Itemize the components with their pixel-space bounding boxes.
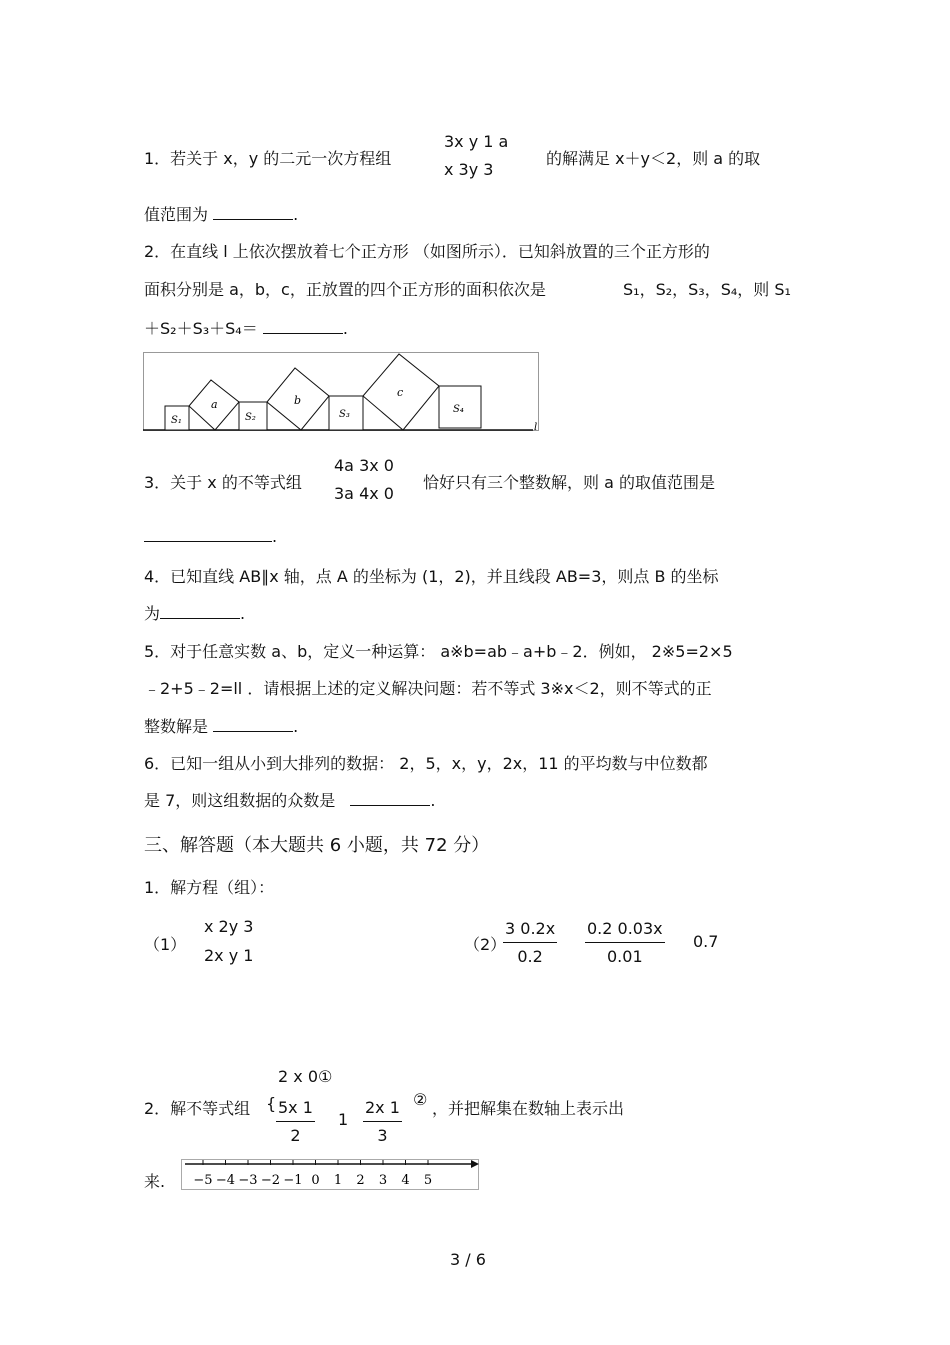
p2-frac-b-den: 3 xyxy=(377,1126,388,1145)
p2-frac-b-num: 2x 1 xyxy=(365,1098,400,1117)
tick-label: −2 xyxy=(260,1173,281,1188)
q1-eq2: x 3y 3 xyxy=(444,160,494,179)
p2-suffix: ，并把解集在数轴上表示出 xyxy=(432,1099,625,1118)
section3-heading: 三、解答题（本大题共 6 小题，共 72 分） xyxy=(144,835,490,856)
number-line-arrow xyxy=(471,1160,479,1168)
label-a: a xyxy=(211,398,218,411)
tick-label: 3 xyxy=(378,1173,388,1188)
q2-line1: 2．在直线 l 上依次摆放着七个正方形 （如图所示）．已知斜放置的三个正方形的 xyxy=(144,242,710,261)
q2-line3 xyxy=(144,316,348,339)
q2-line3-text: ＋S₂＋S₃＋S₄＝ xyxy=(144,319,258,338)
p1-sub2-frac1-bar xyxy=(503,942,557,943)
label-s3: S₃ xyxy=(339,409,350,420)
p2-ineq1: 2 x 0① xyxy=(278,1067,333,1086)
q5-line2: ﹣2+5﹣2=ll ．请根据上述的定义解决问题：若不等式 3※x＜2，则不等式的正 xyxy=(144,679,712,698)
p2-circ2: ② xyxy=(413,1090,428,1109)
q3-eq1: 4a 3x 0 xyxy=(334,456,394,475)
tick-label: −5 xyxy=(193,1173,213,1188)
tick-label: 0 xyxy=(311,1173,320,1188)
tick-label: −1 xyxy=(283,1173,303,1188)
p1-sub2-label: （2） xyxy=(464,935,507,954)
q6-line1: 6．已知一组从小到大排列的数据： 2，5，x，y，2x，11 的平均数与中位数都 xyxy=(144,754,708,773)
p2-frac-b-bar xyxy=(363,1121,402,1122)
q2-answer-blank[interactable] xyxy=(263,319,343,334)
p2-frac-a-den: 2 xyxy=(290,1126,301,1145)
q3-end: . xyxy=(272,527,278,546)
q6-line2-text: 是 7，则这组数据的众数是 xyxy=(144,791,336,810)
q1-eq1: 3x y 1 a xyxy=(444,132,509,151)
p2-line2: 来. xyxy=(144,1172,166,1191)
p2-frac-a xyxy=(276,1098,315,1145)
q3-answer-blank[interactable] xyxy=(144,527,272,542)
tick-label: 1 xyxy=(333,1173,343,1188)
q5-answer-blank[interactable] xyxy=(213,717,293,732)
q4-line2-text: 为 xyxy=(144,604,161,623)
q3-eq2: 3a 4x 0 xyxy=(334,484,394,503)
q6-answer-blank[interactable] xyxy=(350,791,430,806)
label-c: c xyxy=(397,386,404,399)
p2-frac-a-num: 5x 1 xyxy=(278,1098,313,1117)
label-s4: S₄ xyxy=(453,404,464,415)
q4-end: . xyxy=(240,604,246,623)
q2-end: . xyxy=(342,319,348,338)
number-line xyxy=(181,1159,481,1191)
tick-label: 4 xyxy=(401,1173,410,1188)
label-b: b xyxy=(294,394,302,407)
q2-line2b: S₁，S₂，S₃，S₄，则 S₁ xyxy=(623,280,791,299)
q5-line3 xyxy=(144,714,298,737)
q5-line1: 5．对于任意实数 a、b，定义一种运算： a※b=ab﹣a+b﹣2．例如， 2※5=2×5 xyxy=(144,642,733,661)
page-number: 3 / 6 xyxy=(450,1250,486,1269)
q4-line2 xyxy=(144,601,245,624)
q1-answer-blank[interactable] xyxy=(213,205,293,220)
q6-end: . xyxy=(430,791,436,810)
q3-line2 xyxy=(144,527,277,546)
q4-line1: 4．已知直线 AB∥x 轴，点 A 的坐标为 (1，2)，并且线段 AB=3，则点 B 的坐标 xyxy=(144,567,719,586)
tick-label: −4 xyxy=(215,1173,236,1188)
q5-end: . xyxy=(293,717,299,736)
label-s2: S₂ xyxy=(245,412,256,423)
p1-sub2-frac2-num: 0.2 0.03x xyxy=(587,919,663,938)
squares-figure xyxy=(143,352,543,434)
tick-label: −3 xyxy=(238,1173,258,1188)
p1-sub2-frac2 xyxy=(585,919,665,966)
q5-line3-text: 整数解是 xyxy=(144,717,209,736)
p1-sub1-eq1: x 2y 3 xyxy=(204,917,254,936)
p1-sub1-eq2: 2x y 1 xyxy=(204,946,254,965)
label-s1: S₁ xyxy=(171,415,182,426)
q6-line2 xyxy=(144,788,435,811)
q1-line2 xyxy=(144,202,298,225)
p1-sub2-frac2-den: 0.01 xyxy=(607,947,643,966)
p2-frac-b xyxy=(363,1098,402,1145)
tick-label: 2 xyxy=(356,1173,365,1188)
q1-line2-text: 值范围为 xyxy=(144,205,209,224)
p1-sub2-frac1-num: 3 0.2x xyxy=(505,919,556,938)
p1-title: 1．解方程（组）： xyxy=(144,878,275,897)
p1-sub2-rhs: 0.7 xyxy=(693,932,719,951)
p1-sub2-frac2-bar xyxy=(585,942,665,943)
tick-label: 5 xyxy=(423,1173,433,1188)
q2-line2a: 面积分别是 a，b，c，正放置的四个正方形的面积依次是 xyxy=(144,280,546,299)
q3-suffix: 恰好只有三个整数解，则 a 的取值范围是 xyxy=(423,473,715,492)
q4-answer-blank[interactable] xyxy=(160,604,240,619)
p2-brace: { xyxy=(266,1094,277,1113)
p1-sub2-frac1 xyxy=(503,919,557,966)
p2-prefix: 2．解不等式组 xyxy=(144,1099,251,1118)
p1-sub1-label: （1） xyxy=(144,935,187,954)
p2-mid: 1 xyxy=(338,1110,349,1129)
q1-end: . xyxy=(293,205,299,224)
p1-sub2-frac1-den: 0.2 xyxy=(517,947,543,966)
q1-suffix: 的解满足 x＋y＜2，则 a 的取 xyxy=(546,149,761,168)
q3-prefix: 3．关于 x 的不等式组 xyxy=(144,473,302,492)
p2-frac-a-bar xyxy=(276,1121,315,1122)
label-l: l xyxy=(534,422,538,433)
q1-prefix: 1．若关于 x，y 的二元一次方程组 xyxy=(144,149,392,168)
